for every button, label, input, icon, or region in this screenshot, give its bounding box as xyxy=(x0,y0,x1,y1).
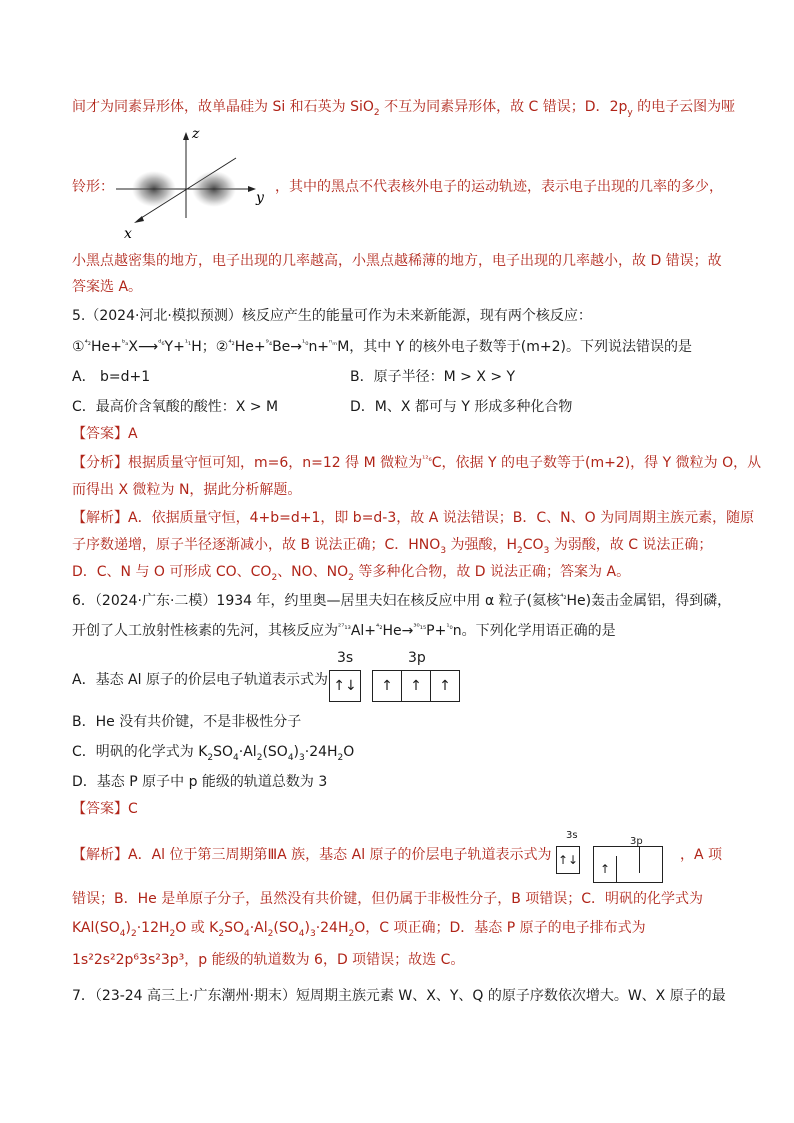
orbital-box-3p-small: ↑ xyxy=(593,846,663,883)
option-b: B．原子半径：M > X > Y xyxy=(350,369,516,385)
option-c: C．最高价含氧酸的酸性：X > M xyxy=(72,399,279,415)
orbital-box-3p: ↑ ↑ ↑ xyxy=(372,670,460,702)
question-6-stem: 6．（2024·广东·二模）1934 年，约里奥—居里夫妇在核反应中用 α 粒子(氦核$^{^4_2}$He)轰击金属铝，得到磷， xyxy=(72,592,732,609)
explanation-line: D．C、N 与 O 可形成 CO、$CO_2$、NO、$NO_2$ 等多种化合物，故 D 说法正确；答案为 A。 xyxy=(72,564,631,583)
question-7-stem: 7．（23-24 高三上·广东潮州·期末）短周期主族元素 W、X、Y、Q 的原子序数依次增大。W、X 原子的最 xyxy=(72,988,726,1004)
label-3s-small: 3s xyxy=(566,830,578,841)
text-line: 答案选 A。 xyxy=(72,279,143,295)
question-5-stem: 5.（2024·河北·模拟预测）核反应产生的能量可作为未来新能源，现有两个核反应： xyxy=(72,308,592,324)
explanation-line: $KAl(SO_4)_2\cdot 12H_2O$ 或 $K_2SO_4\cdot Al_2(SO_4)_3\cdot 24H_2O$，C 项正确；D．基态 P 原子的电子排布式为 xyxy=(72,920,646,939)
option-a: A．基态 Al 原子的价层电子轨道表示式为 xyxy=(72,672,328,688)
explanation-line: 错误；B．He 是单原子分子，虽然没有共价键，但仍属于非极性分子，B 项错误；C．明矾的化学式为 xyxy=(72,891,704,907)
question-5-equations: ①$^{^4_2}$He+$^{ᵇ_a}$X⟶$^{ᵈ_6}$Y+$^{^1_1}$H；②$^{^4_2}$He+$^{^9_4}$Be→$^{^1_0}$n+$^{^n_m}$M，其中 Y 的核外电子数等于(m+2)。下列说法错误的是 xyxy=(72,338,692,355)
text-line: 间才为同素异形体，故单晶硅为 Si 和石英为 SiO$_2$ 不互为同素异形体，故 C 错误；D．$2p_y$ 的电子云图为哑 xyxy=(72,99,736,118)
label-3p: 3p xyxy=(408,650,426,666)
explanation-line: 【解析】A．依据质量守恒，4+b=d+1，即 b=d-3，故 A 说法错误；B．C、N、O 为同周期主族元素，随原 xyxy=(72,510,755,526)
p-orbital-figure xyxy=(112,128,272,240)
axis-label-z: z xyxy=(192,128,200,142)
explanation-line: 【解析】A．Al 位于第三周期第ⅢA 族，基态 Al 原子的价层电子轨道表示式为 xyxy=(72,847,552,863)
option-d: D．基态 P 原子中 p 能级的轨道总数为 3 xyxy=(72,774,328,790)
label-3s: 3s xyxy=(337,650,354,666)
orbital-lobe-left xyxy=(132,171,176,207)
explanation-line: 1s²2s²2p⁶3s²3p³，p 能级的轨道数为 6，D 项错误；故选 C。 xyxy=(72,952,465,968)
option-c: C．明矾的化学式为 $K_2SO_4\cdot Al_2(SO_4)_3\cdot 24H_2O$ xyxy=(72,744,355,763)
axis-label-x: x xyxy=(124,226,132,240)
text-line: 小黑点越密集的地方，电子出现的几率越高，小黑点越稀薄的地方，电子出现的几率越小，故 D 错误；故 xyxy=(72,253,722,269)
answer-line: 【答案】C xyxy=(72,801,138,817)
answer-line: 【答案】A xyxy=(72,426,138,442)
orbital-box-3s-small: ↑↓ xyxy=(556,846,580,874)
axis-label-y: y xyxy=(256,190,264,206)
question-6-stem-2: 开创了人工放射性核素的先河，其核反应为$^{^{27}_{13}}$Al+$^{^4_2}$He→$^{^{30}_{15}}$P+$^{^1_0}$n。下列化学用语正确的是 xyxy=(72,622,616,639)
text-line: 铃形： xyxy=(72,179,114,195)
option-a: A． b=d+1 xyxy=(72,369,151,385)
orbital-box-3s: ↑↓ xyxy=(329,670,361,702)
option-d: D．M、X 都可与 Y 形成多种化合物 xyxy=(350,399,573,415)
label-3p-small: 3p xyxy=(630,836,643,847)
explanation-line-end: ，A 项 xyxy=(680,847,723,863)
analysis-line: 【分析】根据质量守恒可知，m=6，n=12 得 M 微粒为$^{^{12}_6}$C，依据 Y 的电子数等于(m+2)，得 Y 微粒为 O，从 xyxy=(72,454,762,471)
option-b: B．He 没有共价键，不是非极性分子 xyxy=(72,714,302,730)
text-line: ，其中的黑点不代表核外电子的运动轨迹，表示电子出现的几率的多少， xyxy=(275,179,723,195)
explanation-line: 子序数递增，原子半径逐渐减小，故 B 说法正确；C．$HNO_3$ 为强酸，$H_2CO_3$ 为弱酸，故 C 说法正确； xyxy=(72,537,713,556)
orbital-lobe-right xyxy=(192,171,236,207)
analysis-line: 而得出 X 微粒为 N，据此分析解题。 xyxy=(72,482,302,498)
